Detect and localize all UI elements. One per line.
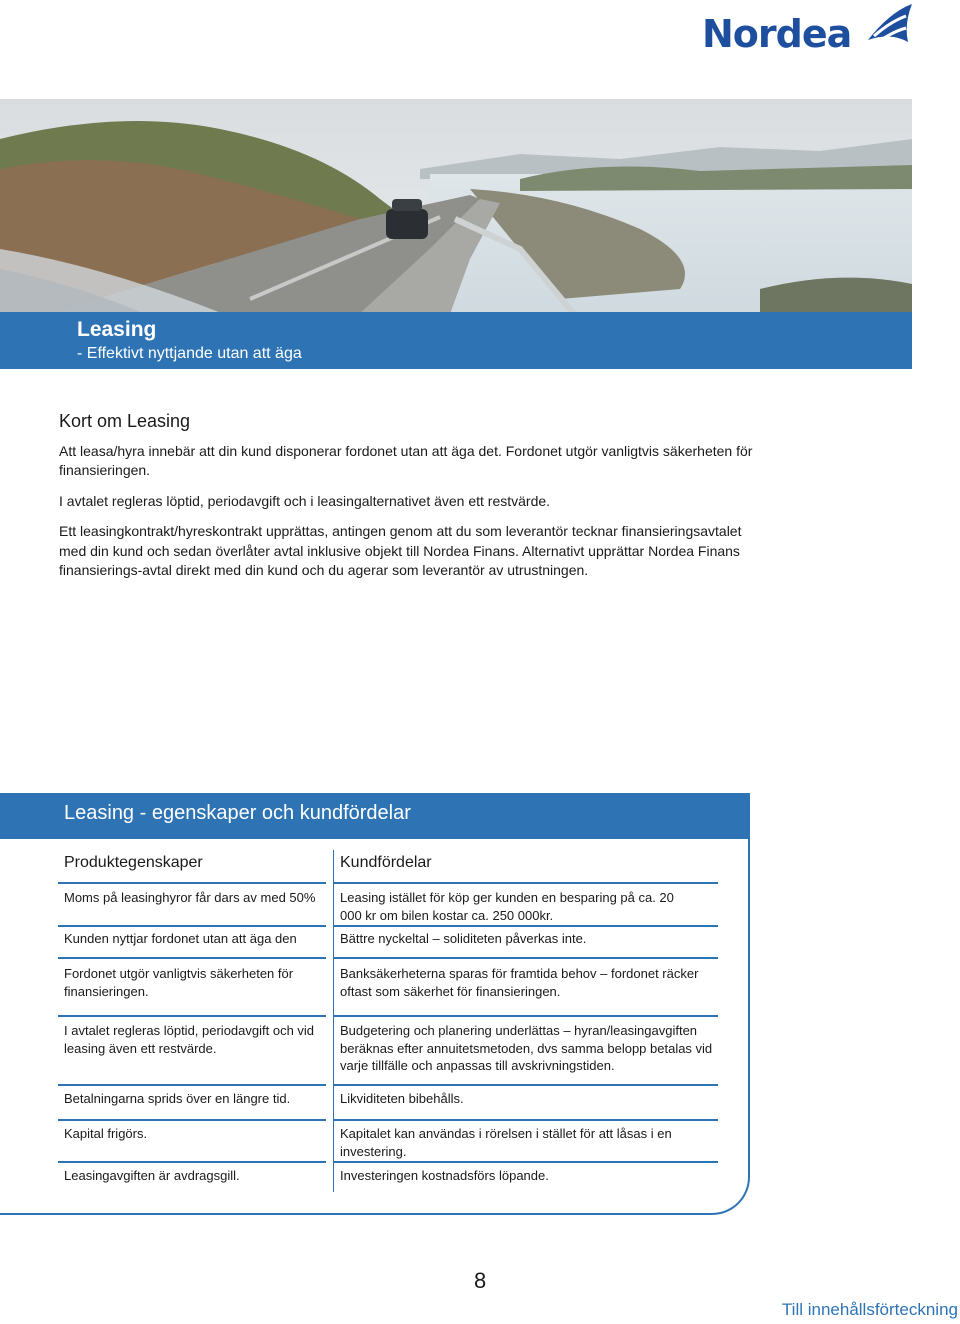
intro-paragraph-2: I avtalet regleras löptid, periodavgift och i leasingalternativet även ett restvärde. bbox=[59, 492, 551, 509]
col-header-kundfordelar: Kundfördelar bbox=[340, 854, 432, 871]
col-header-produktegenskaper: Produktegenskaper bbox=[64, 854, 203, 871]
row-rule bbox=[58, 1161, 326, 1163]
features-box-header bbox=[0, 793, 748, 839]
header-rule-right bbox=[334, 882, 718, 884]
table-cell-left: I avtalet regleras löptid, periodavgift och vid leasing även ett restvärde. bbox=[64, 1023, 315, 1056]
table-cell-right: Leasing istället för köp ger kunden en besparing på ca. 20 000 kr om bilen kostar ca. 250 000kr. bbox=[340, 890, 674, 923]
table-cell-right: Investeringen kostnadsförs löpande. bbox=[340, 1168, 549, 1183]
row-rule bbox=[58, 925, 326, 927]
table-cell-left: Kunden nyttjar fordonet utan att äga den bbox=[64, 931, 297, 946]
table-cell-right: Budgetering och planering underlättas – hyran/leasingavgiften beräknas efter annuitetsmetoden, dvs samma belopp betalas vid varje tillfälle och anpassas till avskrivningstiden. bbox=[340, 1023, 713, 1073]
table-cell-left: Kapital frigörs. bbox=[64, 1126, 148, 1141]
row-rule bbox=[58, 957, 326, 959]
row-rule bbox=[334, 925, 718, 927]
logo-wordmark: Nordea bbox=[702, 12, 852, 56]
table-cell-left: Moms på leasinghyror får dars av med 50% bbox=[64, 890, 316, 905]
table-cell-right: Likviditeten bibehålls. bbox=[340, 1091, 464, 1106]
intro-paragraph-1: Att leasa/hyra innebär att din kund disponerar fordonet utan att äga det. Fordonet utgör vanligtvis säkerheten för finansieringen. bbox=[59, 442, 753, 478]
table-cell-left: Leasingavgiften är avdragsgill. bbox=[64, 1168, 240, 1183]
nordea-logo bbox=[700, 2, 914, 56]
row-rule bbox=[334, 1119, 718, 1121]
row-rule bbox=[58, 1015, 326, 1017]
row-rule bbox=[58, 1119, 326, 1121]
table-cell-right: Bättre nyckeltal – soliditeten påverkas inte. bbox=[340, 931, 587, 946]
page-title: Leasing bbox=[77, 318, 157, 341]
row-rule bbox=[334, 1161, 718, 1163]
page-number: 8 bbox=[474, 1268, 487, 1293]
column-divider bbox=[333, 850, 334, 1192]
table-cell-right: Banksäkerheterna sparas för framtida behov – fordonet räcker oftast som säkerhet för finansieringen. bbox=[340, 966, 699, 999]
row-rule bbox=[334, 957, 718, 959]
row-rule bbox=[334, 1015, 718, 1017]
intro-section bbox=[59, 412, 779, 592]
logo-sail-icon bbox=[860, 2, 920, 56]
page-subtitle: - Effektivt nyttjande utan att äga bbox=[77, 345, 302, 362]
table-cell-right: Kapitalet kan användas i rörelsen i stället för att låsas i en investering. bbox=[340, 1126, 672, 1159]
intro-heading: Kort om Leasing bbox=[59, 411, 191, 431]
features-box-title: Leasing - egenskaper och kundfördelar bbox=[64, 802, 411, 824]
header-rule-left bbox=[58, 882, 326, 884]
toc-link[interactable]: Till innehållsförteckning bbox=[781, 1300, 958, 1319]
intro-paragraph-3: Ett leasingkontrakt/hyreskontrakt upprättas, antingen genom att du som leverantör tecknar finansieringsavtalet med din kund och sedan överlåter avtal inklusive objekt till Nordea Finans. Alternativt upprättar Nordea Finans finansierings-avtal direkt med din kund och du agerar som leverantör av utrustningen. bbox=[59, 523, 742, 578]
table-cell-left: Betalningarna sprids över en längre tid. bbox=[64, 1091, 291, 1106]
row-rule bbox=[334, 1084, 718, 1086]
row-rule bbox=[58, 1084, 326, 1086]
table-cell-left: Fordonet utgör vanligtvis säkerheten för finansieringen. bbox=[64, 966, 294, 999]
